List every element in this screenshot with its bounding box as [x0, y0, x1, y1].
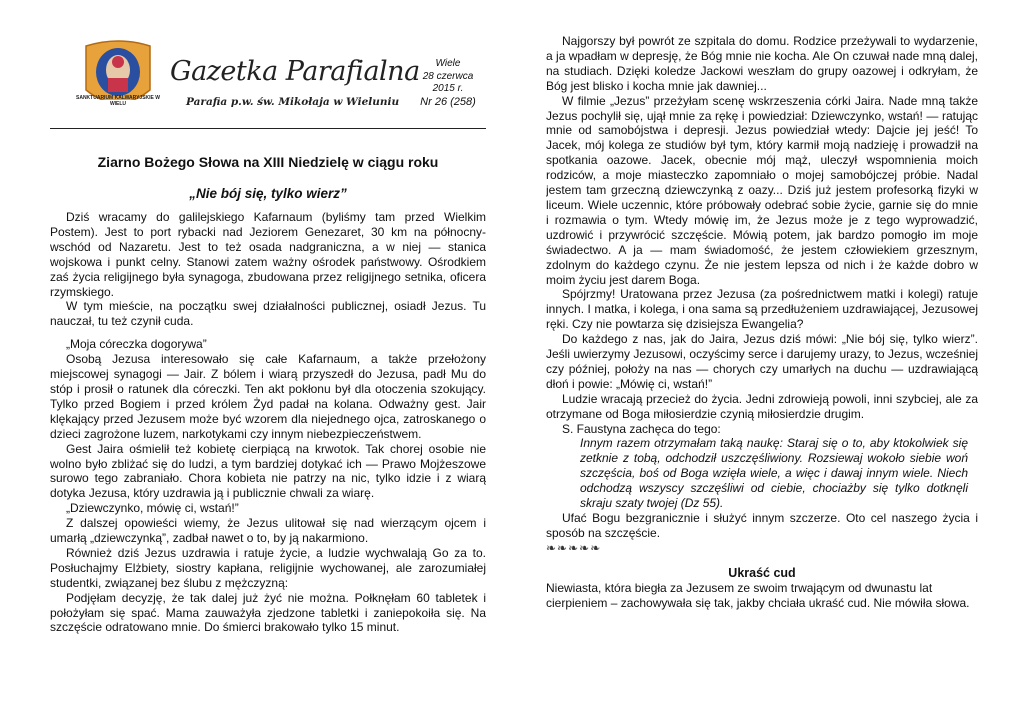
- issue-date-line2: 2015 r.: [432, 83, 464, 94]
- masthead-divider: [50, 128, 486, 129]
- issue-number: Nr 26 (258): [420, 95, 476, 108]
- paragraph: Również dziś Jezus uzdrawia i ratuje życie, a ludzie wychwalają Go za to. Posłuchajmy Elżbiety, siostry kapłana, religijnie wychowanej, ale zarozumiałej studentki, związanej bez ślubu z mężczyzną:: [50, 545, 486, 590]
- article-subheading: „Nie bój się, tylko wierz”: [189, 186, 347, 201]
- issue-date-line1: 28 czerwca: [422, 70, 474, 82]
- ornament-divider: ❧❧❧❧❧: [546, 540, 602, 555]
- left-column: [50, 0, 486, 724]
- masthead-subtitle: Parafia p.w. św. Mikołaja w Wieluniu: [186, 96, 400, 108]
- right-body: [546, 34, 978, 610]
- paragraph: Spójrzmy! Uratowana przez Jezusa (za pośrednictwem matki i kolegi) ratuje innych. I matka, i kolega, i ona sama są przedłużeniem uzdrawiającej, Jezusowej ręki. Czy nie powtarza się dzisiejsza Ewangelia?: [546, 287, 978, 332]
- next-article-text: Niewiasta, która biegła za Jezusem ze swoim trwającym od dwunastu lat cierpieniem – zachowywała się tak, jakby chciała ukraść cud. Nie mówiła słowa.: [546, 580, 970, 610]
- paragraph: Ludzie wracają przecież do życia. Jedni zdrowieją powoli, inni szybciej, ale za otrzymane od Boga miłosierdzie czynią miłosierdzie drugim.: [546, 391, 978, 421]
- paragraph: W tym mieście, na początku swej działalności publicznej, osiadł Jezus. Tu nauczał, tu też czynił cuda.: [50, 299, 486, 329]
- paragraph: Gest Jaira ośmielił też kobietę cierpiącą na krwotok. Tak chorej osobie nie wolno było zbliżać się do ludzi, a tym bardziej dotykać ich — Prawo Mojżeszowe surowo tego zabraniało. Chora kobieta nie patrzy na nic, tylko idzie i z wiarą dotyka Jezusa, który uzdrawia ją i publicznie chwali za wiarę.: [50, 441, 486, 501]
- masthead-title: Gazetka Parafialna: [170, 56, 420, 87]
- logo-caption: SANKTUARIUM KALWARYJSKIE W WIELU: [76, 95, 160, 107]
- section-quote-title: „Dziewczynko, mówię ci, wstań!”: [66, 501, 239, 516]
- paragraph: Najgorszy był powrót ze szpitala do domu. Rodzice przeżywali to wydarzenie, a ja wpadłam w depresję, że Bóg mnie nie kocha. Ale On czuwał nade mną dalej, na studiach. Dzięki koledze Jackowi weszłam do grupy oazowej i odkryłam, że Bóg jest blisko i kocha mnie jak dawniej...: [546, 34, 978, 93]
- paragraph: Osobą Jezusa interesowało się całe Kafarnaum, a także przełożony miejscowej synagogi — Jair. Z bólem i wiarą przyszedł do Jezusa, padł Mu do stóp i prosił o ratunek dla córeczki. Ten akt pokłonu był dla otoczenia szokujący. Tylko przed Bogiem i przed królem Żyd padał na kolana. Odważny gest. Jair klękający przed Jezusem może być wzorem dla niejednego ojca, zatroskanego o dzieci zagrożone luzem, narkotykami czy innym niebezpieczeństwem.: [50, 352, 486, 441]
- closing-paragraph: Ufać Bogu bezgranicznie i służyć innym szczerze. Oto cel naszego życia i sposób na szczęście.: [546, 511, 978, 540]
- next-article-title: Ukraść cud: [728, 565, 796, 580]
- article-heading: Ziarno Bożego Słowa na XIII Niedzielę w ciągu roku: [97, 154, 439, 170]
- paragraph: Dziś wracamy do galilejskiego Kafarnaum (byliśmy tam przed Wielkim Postem). Jest to port rybacki nad Jeziorem Genezaret, 30 km na północny-wschód od Nazaretu. Jest to też osada nadgraniczna, a w niej — stanica wojskowa i punkt celny. Stanowi zatem ważny ośrodek państwowy. Ośrodkiem zaś życia religijnego była synagoga, zbudowana przez religijnego setnika, oficera rzymskiego.: [50, 210, 486, 299]
- issue-info: [412, 58, 484, 108]
- paragraph: W filmie „Jezus” przeżyłam scenę wskrzeszenia córki Jaira. Nade mną także Jezus pochylił się, ujął mnie za rękę i powiedział: Dziewczynko, wstań! — ratując mnie od samobójstwa i depresji. Jezus powiedział wtedy: Dajcie jej jeść! To Jacek, mój kolega ze studiów był tym, który karmił moją nadzieję i prowadził na spotkania oazowe. Jacek, obecnie mój mąż, uleczył wspomnienia moich rodziców, a moje miasteczko zapomniało o mojej samobójczej próbie. Nadal jestem tam grzeczną dziewczynką z oazy... Dziś już jestem profesorką fizyki w liceum. Wiele uczennic, które próbowały odebrać sobie życie, garnie się do mnie i rozmawia o tym. Wtedy mówię im, że Jezus może je z tego wyprowadzić, uzdrowić i przywrócić szczęście. Mówią potem, jak bardzo pomogło im moje świadectwo. A ja — mam świadomość, że jestem człowiekiem grzesznym, zdolnym do każdego czynu. Że nie jestem lepsza od nich i że każde dobro w moim życiu jest darem Boga.: [546, 93, 978, 287]
- faustyna-quote: Innym razem otrzymałam taką naukę: Staraj się o to, aby ktokolwiek się zetknie z tobą, odchodził uszczęśliwiony. Rozsiewaj wokoło siebie woń szczęścia, boś od Boga wzięła wiele, a więc i dawaj innym wiele. Niech odchodzą wszyscy szczęśliwi od ciebie, chociażby się tylko dotknęli skraju szaty twojej (Dz 55).: [580, 436, 968, 511]
- sanctuary-logo: [68, 40, 168, 122]
- paragraph: S. Faustyna zachęca do tego:: [562, 421, 721, 436]
- left-body: [50, 210, 486, 635]
- paragraph: Z dalszej opowieści wiemy, że Jezus ulitował się nad wierzącym ojcem i umarłą „dziewczynką”, zadbał nawet o to, by ją nakarmiono.: [50, 516, 486, 546]
- paragraph: Podjęłam decyzję, że tak dalej już żyć nie można. Połknęłam 60 tabletek i położyłam się spać. Mama zauważyła zjedzone tabletki i zaniepokoiła się. Na szczęście odratowano mnie. Do śmierci brakowało tylko 15 minut.: [50, 590, 486, 635]
- paragraph: Do każdego z nas, jak do Jaira, Jezus dziś mówi: „Nie bój się, tylko wierz”. Jeśli uwierzymy Jezusowi, oczyścimy serce i darujemy urazy, to Jezus, wcześniej czy później, położy na nas — chorych czy umarłych na duchu — uzdrawiającą dłoń i powie: „Mówię ci, wstań!”: [546, 332, 978, 391]
- section-quote-title: „Moja córeczka dogorywa”: [66, 337, 207, 352]
- issue-place: Wiele: [435, 58, 461, 69]
- right-column: [546, 0, 978, 724]
